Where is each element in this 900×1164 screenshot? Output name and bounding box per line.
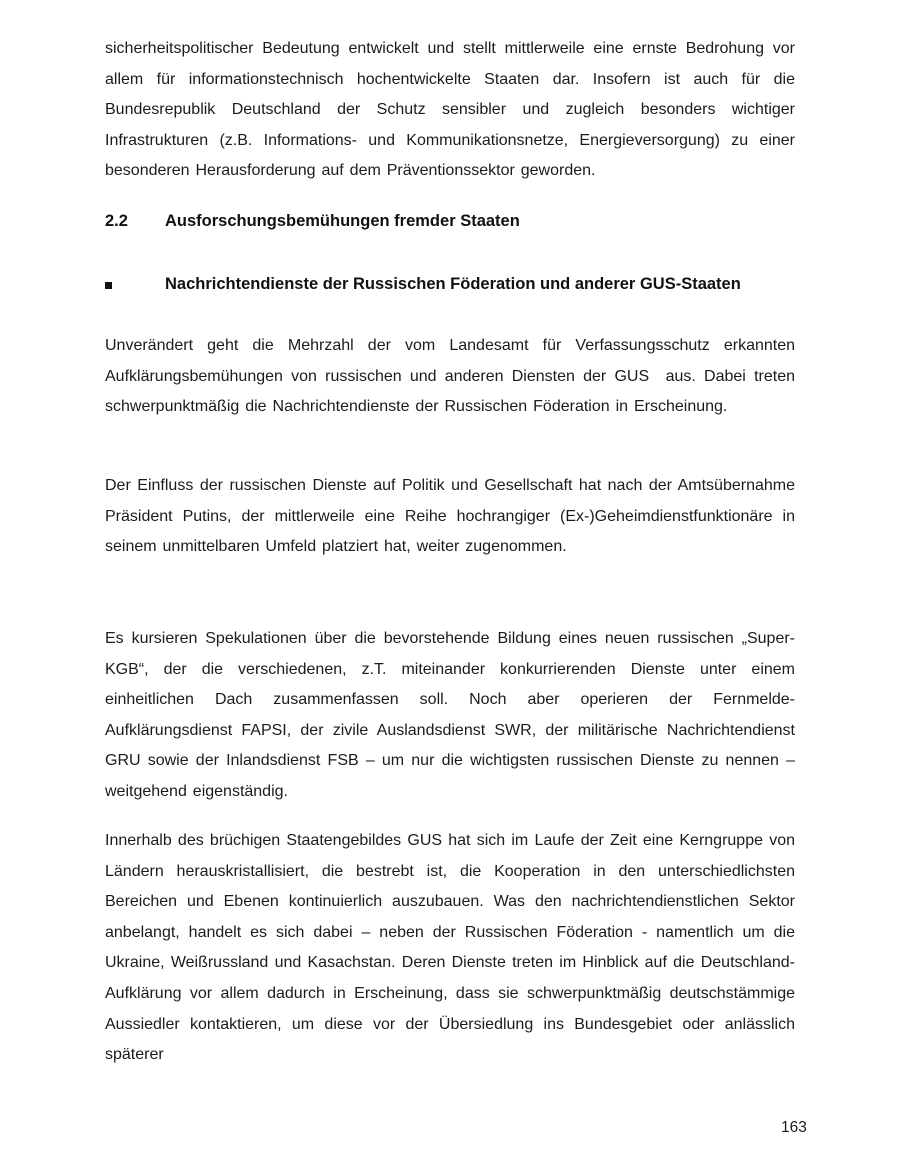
bullet-heading xyxy=(105,269,795,300)
paragraph-gus: Unverändert geht die Mehrzahl der vom Landesamt für Verfassungsschutz erkannten Aufklärungsbemühungen von russischen und anderen Diensten der GUS aus. Dabei treten schwerpunktmäßig die Nachrichtendienste der Russischen Föderation in Erscheinung. xyxy=(105,337,795,416)
section-heading xyxy=(105,206,795,237)
bullet-heading-title: Nachrichtendienste der Russischen Föderation und anderer GUS-Staaten xyxy=(165,275,741,293)
section-title: Ausforschungsbemühungen fremder Staaten xyxy=(165,212,520,230)
paragraph-kerngruppe: Innerhalb des brüchigen Staatengebildes GUS hat sich im Laufe der Zeit eine Kerngruppe von Ländern herauskristallisiert, die bestrebt ist, die Kooperation in den unterschiedlichsten Bereichen und Ebenen kontinuierlich auszubauen. Was den nachrichtendienstlichen Sektor anbelangt, handelt es sich dabei – neben der Russischen Föderation - namentlich um die Ukraine, Weißrussland und Kasachstan. Deren Dienste treten im Hinblick auf die Deutschland-Aufklärung vor allem dadurch in Erscheinung, dass sie schwerpunktmäßig deutschstämmige Aussiedler kontaktieren, um diese vor der Übersiedlung ins Bundesgebiet oder anlässlich späterer xyxy=(105,832,795,1064)
section-number: 2.2 xyxy=(105,212,128,230)
bullet-lead xyxy=(105,269,165,300)
page-number: 163 xyxy=(781,1119,807,1136)
paragraph-intro: sicherheitspolitischer Bedeutung entwickelt und stellt mittlerweile eine ernste Bedrohung vor allem für informationstechnisch hochentwickelte Staaten dar. Insofern ist auch für die Bundesrepublik Deutschland der Schutz sensibler und zugleich besonders wichtiger Infrastrukturen (z.B. Informations- und Kommunikationsnetze, Energieversorgung) zu einer besonderen Herausforderung auf dem Präventionssektor geworden. xyxy=(105,40,795,180)
bullet-square-icon xyxy=(105,282,112,289)
paragraph-superkgb: Es kursieren Spekulationen über die bevorstehende Bildung eines neuen russischen „Super-KGB“, der die verschiedenen, z.T. miteinander konkurrierenden Dienste unter einem einheitlichen Dach zusammenfassen soll. Noch aber operieren der Fernmelde-Aufklärungsdienst FAPSI, der zivile Auslandsdienst SWR, der militärische Nachrichtendienst GRU sowie der Inlandsdienst FSB – um nur die wichtigsten russischen Dienste zu nennen – weitgehend eigenständig. xyxy=(105,630,795,800)
paragraph-einfluss: Der Einfluss der russischen Dienste auf Politik und Gesellschaft hat nach der Amtsübernahme Präsident Putins, der mittlerweile eine Reihe hochrangiger (Ex-)Geheimdienstfunktionäre in seinem unmittelbaren Umfeld platziert hat, weiter zugenommen. xyxy=(105,477,795,556)
